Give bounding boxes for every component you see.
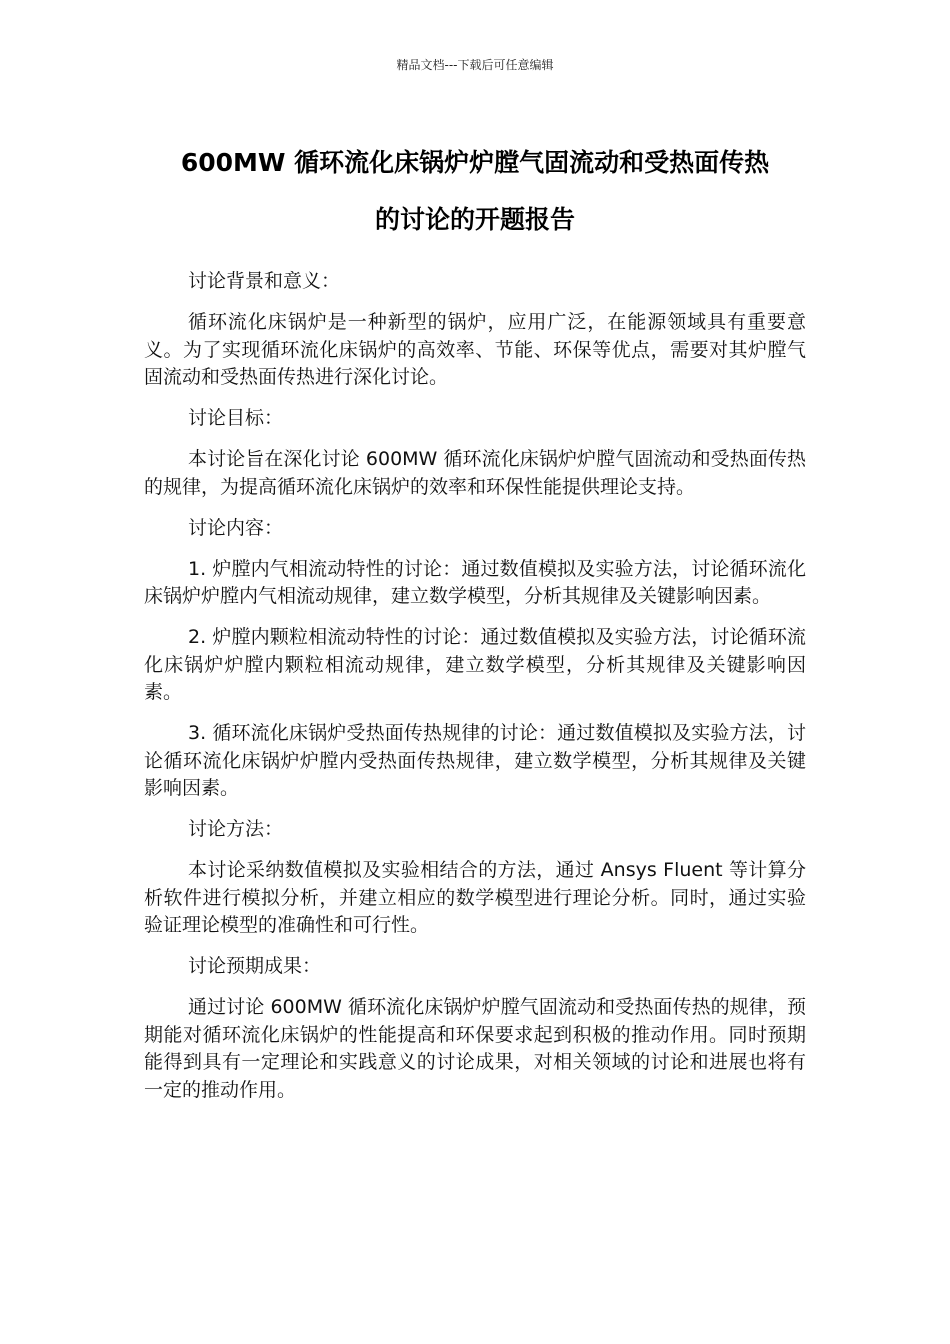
content-item-3: 3. 循环流化床锅炉受热面传热规律的讨论：通过数值模拟及实验方法，讨论循环流化床锅炉炉膛内受热面传热规律，建立数学模型，分析其规律及关键影响因素。: [144, 722, 806, 799]
outcome-heading: 讨论预期成果：: [188, 955, 322, 977]
background-paragraph: 循环流化床锅炉是一种新型的锅炉，应用广泛，在能源领域具有重要意义。为了实现循环流化床锅炉的高效率、节能、环保等优点，需要对其炉膛气固流动和受热面传热进行深化讨论。: [144, 311, 806, 388]
content-heading: 讨论内容：: [188, 516, 284, 539]
content-item-2: 2. 炉膛内颗粒相流动特性的讨论：通过数值模拟及实验方法，讨论循环流化床锅炉炉膛内颗粒相流动规律，建立数学模型，分析其规律及关键影响因素。: [144, 626, 806, 703]
background-heading: 讨论背景和意义：: [188, 270, 341, 292]
goal-paragraph: 本讨论旨在深化讨论 600MW 循环流化床锅炉炉膛气固流动和受热面传热的规律，为提高循环流化床锅炉的效率和环保性能提供理论支持。: [144, 448, 806, 498]
goal-heading: 讨论目标：: [188, 407, 284, 429]
title-line-1: 600MW 循环流化床锅炉炉膛气固流动和受热面传热: [180, 148, 770, 177]
content-item-1: 1. 炉膛内气相流动特性的讨论：通过数值模拟及实验方法，讨论循环流化床锅炉炉膛内气相流动规律，建立数学模型，分析其规律及关键影响因素。: [144, 557, 806, 607]
method-heading: 讨论方法：: [188, 818, 284, 840]
title-line-2: 的讨论的开题报告: [374, 205, 575, 234]
document-title: [120, 134, 830, 248]
document-body: [144, 268, 806, 1118]
page-header: 精品文档---下载后可任意编辑: [396, 58, 554, 72]
method-paragraph: 本讨论采纳数值模拟及实验相结合的方法，通过 Ansys Fluent 等计算分析软件进行模拟分析，并建立相应的数学模型进行理论分析。同时，通过实验验证理论模型的准确性和可行性。: [144, 859, 806, 936]
outcome-paragraph: 通过讨论 600MW 循环流化床锅炉炉膛气固流动和受热面传热的规律，预期能对循环流化床锅炉的性能提高和环保要求起到积极的推动作用。同时预期能得到具有一定理论和实践意义的讨论成果，对相关领域的讨论和进展也将有一定的推动作用。: [144, 996, 806, 1101]
